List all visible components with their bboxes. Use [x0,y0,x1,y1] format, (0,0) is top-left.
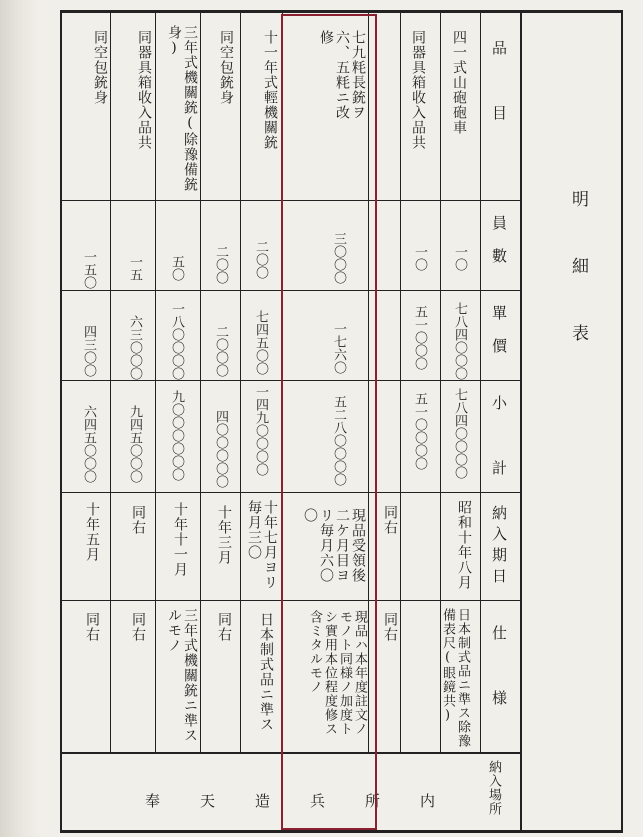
highlight-box [281,14,377,830]
header-quantity: 員數 [490,215,508,281]
row-0-item: 四一式山砲砲車 [451,30,467,135]
header-subtotal: 小計 [490,395,508,525]
row-6-unit-price: 六三〇〇〇 [127,315,142,380]
row-2-subtotal: 五二八〇〇〇〇 [331,395,346,486]
place-value: 奉天造兵所内 [144,792,475,810]
row-4-delivery: 十年三月 [216,505,232,565]
row-4-unit-price: 二〇〇〇 [213,325,228,377]
frame-top [60,10,623,13]
row-4-spec: 同右 [216,612,232,642]
frame-bottom [60,830,623,833]
row-3-delivery: 十年七月ヨリ毎月三〇 [246,500,278,590]
row-4-item: 同空包銃身 [218,30,234,105]
row-0-quantity: 一〇 [452,245,467,271]
row-5-delivery: 十年十一月 [172,502,188,577]
row-3-spec: 日本制式品ニ準ス [258,612,274,732]
row-2-quantity: 三〇〇〇 [331,232,346,284]
header-delivery: 納入期日 [490,505,508,589]
row-5-item: 三年式機關銃(除豫備銃身) [166,25,198,192]
row-0-unit-price: 七八四〇〇〇 [452,302,467,380]
row-4-subtotal: 四〇〇〇〇〇 [213,410,228,488]
row-4-quantity: 二〇〇 [213,245,228,284]
row-0-delivery: 昭和十年八月 [456,500,472,590]
row-5-unit-price: 一八〇〇〇〇 [169,302,184,380]
row-2-item: 七九粍長銃ヲ六、五粍ニ改修 [318,30,366,120]
row-7-spec: 同右 [84,612,100,642]
header-spec: 仕様 [490,625,508,755]
page-edge-shadow [0,0,40,837]
row-6-delivery: 同右 [130,505,146,535]
row-1-spec: 同右 [382,612,398,642]
row-5-quantity: 五〇 [169,255,184,281]
frame-left [60,10,62,833]
row-1-subtotal: 五一〇〇〇〇 [412,392,427,470]
row-6-item: 同器具箱收入品共 [136,30,152,150]
row-3-subtotal: 一四九〇〇〇〇 [253,385,268,476]
row-5-subtotal: 九〇〇〇〇〇〇 [169,390,184,481]
row-7-item: 同空包銃身 [92,30,108,105]
row-6-spec: 同右 [130,612,146,642]
row-0-spec: 日本制式品ニ準ス除豫備表尺(眼鏡共) [440,608,470,748]
row-3-unit-price: 七四五〇〇 [253,310,268,375]
header-unit-price: 單價 [490,305,508,371]
header-place: 納入場所 [486,760,501,816]
row-2-unit-price: 一七六〇 [331,322,346,374]
row-6-quantity: 一五 [127,255,142,281]
header-item: 品目 [490,40,508,170]
row-7-delivery: 十年五月 [84,502,100,562]
row-7-quantity: 一五〇 [81,250,96,289]
row-7-subtotal: 六四五〇〇〇 [81,405,96,483]
row-5-spec: 三年式機關銃ニ準スルモノ [166,608,198,743]
row-2-delivery: 現品受領後二ケ月目ヨリ毎月六〇〇 [302,508,366,583]
row-1-quantity: 一〇 [412,245,427,271]
row-6-subtotal: 九四五〇〇〇 [127,405,142,483]
row-3-quantity: 二〇〇 [253,240,268,279]
frame-right [621,10,623,833]
table-right-border [520,10,522,833]
row-1-unit-price: 五一〇〇〇 [412,305,427,370]
document-title: 明細表 [568,190,588,391]
row-7-unit-price: 四三〇〇 [81,325,96,377]
row-1-item: 同器具箱收入品共 [410,30,426,150]
row-3-item: 十一年式輕機關銃 [262,30,278,150]
row-2-spec: 現品ハ本年度註文ノモノト同様ノ加度トシ實用本位程度修ス含ミタルモノ [307,610,367,736]
row-0-subtotal: 七八四〇〇〇〇 [452,388,467,479]
row-1-delivery: 同右 [382,505,398,535]
